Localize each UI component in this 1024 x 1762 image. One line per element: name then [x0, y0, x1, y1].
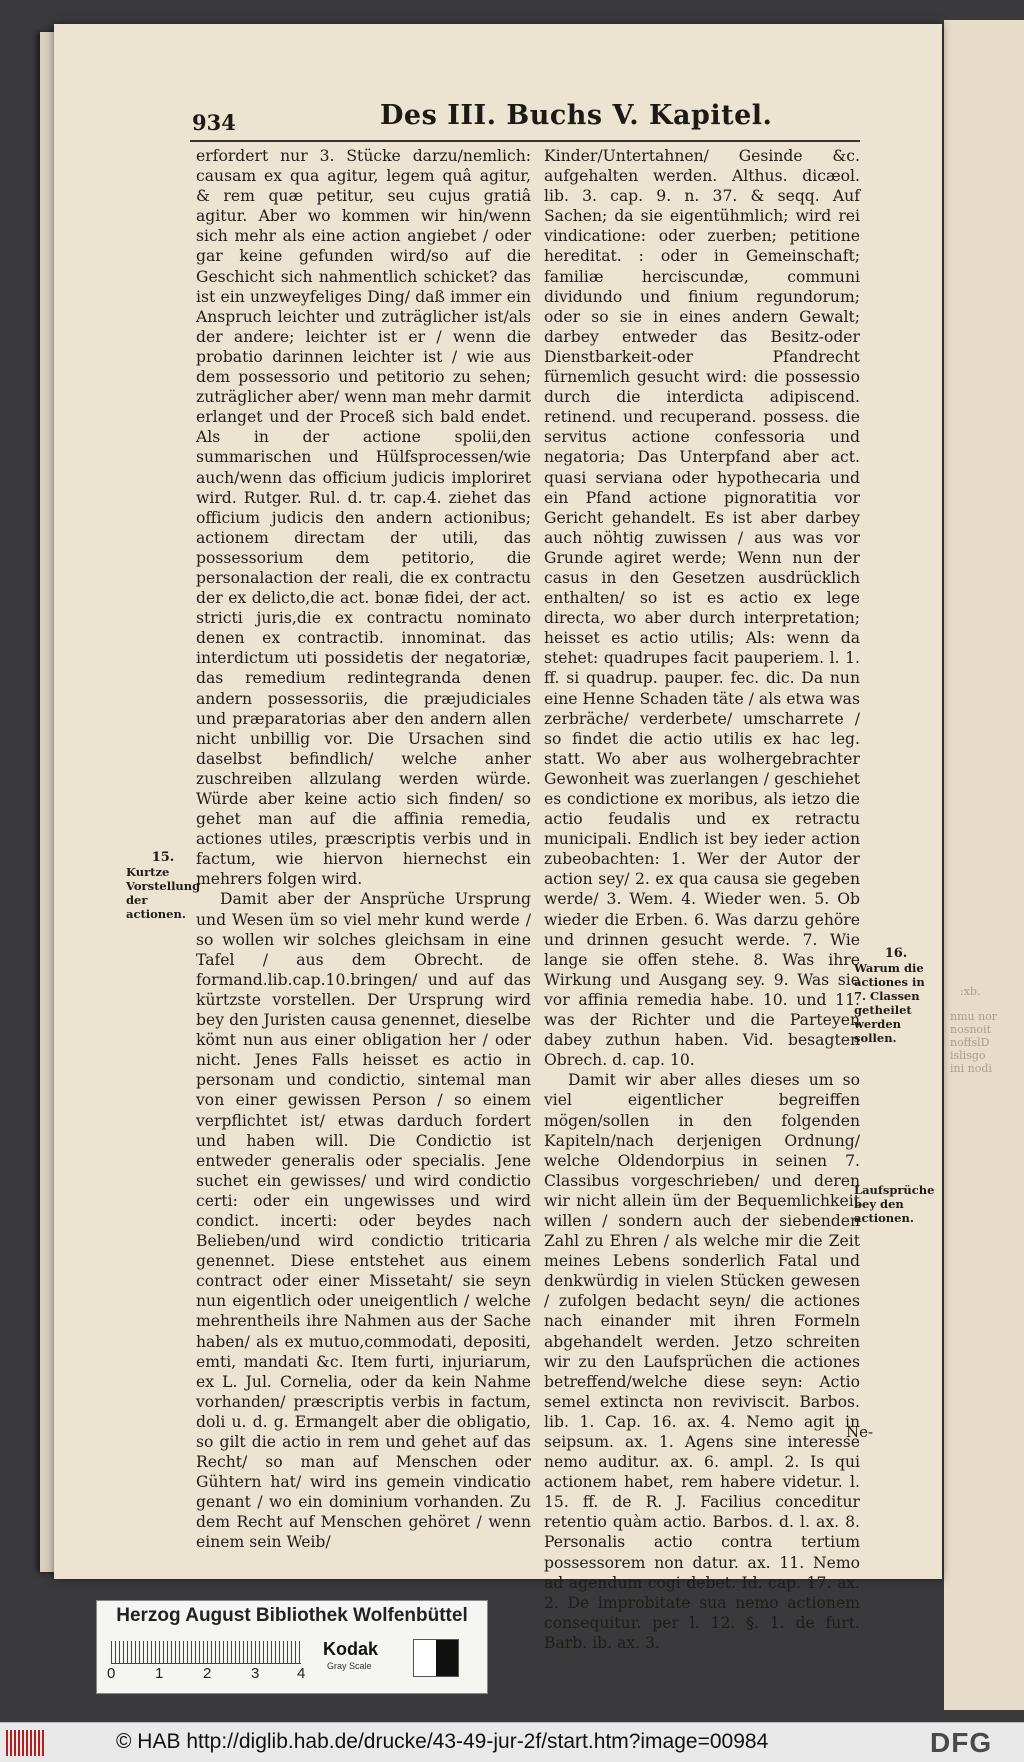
kodak-brand: Kodak	[323, 1639, 379, 1659]
ruler-number: 2	[203, 1665, 212, 1682]
margin-note-text: Kurtze Vorstellung der actionen.	[126, 865, 201, 921]
header-rule	[190, 140, 860, 142]
gray-scale-label: Gray Scale	[327, 1661, 372, 1671]
hab-logo-icon	[6, 1730, 46, 1756]
margin-note	[854, 1183, 938, 1225]
margin-note-number: 15.	[151, 850, 175, 865]
footer-copyright-link[interactable]: © HAB http://diglib.hab.de/drucke/43-49-jur-2f/start.htm?image=00984	[116, 1730, 769, 1753]
margin-note	[854, 947, 938, 1045]
catchword: Ne-	[846, 1423, 874, 1441]
paragraph: Damit aber der Ansprüche Ursprung und Wesen üm so viel mehr kund werde / so wollen wir solches gleichsam in eine Tafel / aus dem Obrecht. de formand.lib.cap.10.bringen/ und auf das kürtzste vorstellen. Der Ursprung wird bey den Juristen causa genennet, dieselbe kömt nun aus einer obligation her / oder nicht. Jenes Falls heisset es actio in personam und condictio, sintemal man von einer gewissen Person / so einem verpflichtet ist/ etwas darduch fordert und haben will. Die Condictio ist entweder generalis oder specialis. Jene suchet ein gewisses/ und wird condictio certi: oder ein ungewisses und wird condict. incerti: oder beydes nach Belieben/und wird condictio triticaria genennet. Diese entstehet aus einem contract oder einer Missetaht/ sie seyn nun eigentlich oder uneigentlich / welche mehrentheils ihre Nahmen aus der Sache haben/ als ex mutuo,commodati, depositi, emti, mandati &c. Item furti, injuriarum, ex L. Jul. Cornelia, oder da kein Nahme vorhanden/ præscriptis verbis in factum, doli u. d. g. Ermangelt aber die obligatio, so gilt die actio in rem und gehet auf das Recht/ so man auf Menschen oder Gühtern hat/ wird ins gemein vindicatio genant / wo ein dominium vorhanden. Zu dem Recht auf Menschen gehöret / wenn einem sein Weib/	[196, 890, 531, 1552]
ruler-number: 4	[297, 1665, 306, 1682]
color-reference-card	[96, 1600, 488, 1694]
margin-note-text: Warum die actiones in 7. Classen getheilet werden sollen.	[854, 961, 925, 1045]
ruler-scale	[111, 1641, 301, 1664]
page-number: 934	[192, 110, 236, 135]
library-name: Herzog August Bibliothek Wolfenbüttel	[116, 1605, 468, 1626]
right-text-column	[544, 146, 860, 1653]
ruler-number: 1	[155, 1665, 164, 1682]
left-text-column	[196, 146, 531, 1553]
dfg-logo: DFG	[930, 1727, 993, 1758]
adjacent-page-edge: :xb. nmu nor nosnoit noffslD islisgo ini nodi	[944, 20, 1024, 1710]
paragraph: Damit wir aber alles dieses um so viel eigentlicher begreiffen mögen/sollen in den folgenden Kapiteln/nach derjenigen Ordnung/ welche Oldendorpius in seinen 7. Classibus vorgeschrieben/ und deren wir nicht allein üm der Bequemlichkeit willen / sondern auch der siebenden Zahl zu Ehren / als welche mir die Zeit meines Lebens sonderlich Fatal und denkwürdig in vielen Stücken gewesen / zufolgen bedacht seyn/ die actiones nach einander mit ihren Formeln abgehandelt werden. Jetzo schreiten wir zu den Laufsprüchen die actiones betreffend/welche diese seyn: Actio semel extincta non reviviscit. Barbos. lib. 1. Cap. 16. ax. 4. Nemo agit in seipsum. ax. 1. Agens sine interesse nemo auditur. ax. 6. ampl. 2. Is qui actionem habet, rem habere videtur. l. 15. ff. de R. J. Facilius conceditur retentio quàm actio. Barbos. d. l. ax. 8. Personalis actio contra tertium possessorem non datur. ax. 11. Nemo ad agendum cogi debet. Id. cap. 17. ax. 2. De improbitate sua nemo actionem consequitur. per l. 12. §. 1. de furt. Barb. ib. ax. 3.	[544, 1071, 860, 1652]
paragraph: Kinder/Untertahnen/ Gesinde &c. aufgehalten werden. Althus. dicæol. lib. 3. cap. 9. n. 37. & seqq. Auf Sachen; da sie eigentühmlich; wird rei vindicatione: oder zuerben; petitione hereditat. : oder in Gemeinschaft; familiæ herciscundæ, communi dividundo und finium regundorum; oder so sie in eines andern Gewalt; darbey entweder das Besitz-oder Dienstbarkeit-oder Pfandrecht fürnemlich gesucht wird: die possessio durch die interdicta adipiscend. retinend. und recuperand. possess. die servitus actione confessoria und negatoria; Das Unterpfand aber act. quasi serviana oder hypothecaria und ein Pfand actione pignoratitia vor Gericht gehandelt. Es ist aber darbey auch nöhtig zuwissen / aus was vor Grunde agiret werde; Wenn nun der casus in den Gesetzen ausdrücklich enthalten/ so ist es actio ex lege directa, wo aber durch interpretation; heisset es actio utilis; Als: wenn da stehet: quadrupes facit pauperiem. l. 1. ff. si quadrup. pauper. fec. dic. Da nun eine Henne Schaden täte / als etwa was zerbräche/ verderbete/ umscharrete / so findet die actio utilis ex hac leg. statt. Wo aber aus wolhergebrachter Gewonheit was zuerlangen / geschiehet es condictione ex moribus, als ietzo die actio feudalis und ex retractu municipali. Endlich ist bey ieder action zubeobachten: 1. Wer der Autor der action sey/ 2. ex qua causa sie gegeben werde/ 3. Wem. 4. Wieder wen. 5. Ob wieder die Erben. 6. Was darzu gehöre und drinnen gesucht werde. 7. Wie lange sie offen stehe. 8. Was ihre Wirkung und Ausgang sey. 9. Was sie vor affinia remedia habe. 10. und 11. was der Richter und die Parteyen dabey zuthun haben. Vid. besagten Obrech. d. cap. 10.	[544, 147, 860, 1070]
running-head: Des III. Buchs V. Kapitel.	[380, 100, 773, 131]
paragraph: erfordert nur 3. Stücke darzu/nemlich: causam ex qua agitur, legem quâ agitur, & rem quæ petitur, seu cujus gratiâ agitur. Aber wo kommen wir hin/wenn sich mehr als eine action angiebet / oder gar keine gefunden wird/so auf die Geschicht sich nahmentlich schicket? das ist ein unzweyfeliges Ding/ daß immer ein Anspruch leichter und zuträglicher ist/als der andere; leichter ist er / wenn die probatio darinnen leichter ist / wie aus dem possessorio und petitorio zu sehen; zuträglicher aber/ wenn man mehr darmit erlanget und der Proceß sich bald endet. Als in der actione spolii,den summarischen und Hülfsprocessen/wie auch/wenn das officium judicis imploriret wird. Rutger. Rul. d. tr. cap.4. ziehet das officium judicis den andern actionibus; actionem directam der utili, das possessorium dem petitorio, die personalaction der reali, die ex contractu der ex delicto,die act. bonæ fidei, der act. stricti juris,die ex contractu nominato denen ex contractib. innominat. das interdictum uti possidetis der negatoriæ, das remedium redintegranda denen andern possessoriis, die præjudiciales und præparatorias aber den andern allen nicht unbillig vor. Die Ursachen sind daselbst befindlich/ welche anher zuschreiben allzulang werden würde. Würde aber keine actio sich finden/ so gehet man auf die affinia remedia, actiones utiles, præscriptis verbis und in factum, wie hiervon hiernechst ein mehrers folgen wird.	[196, 147, 531, 889]
ruler-number: 0	[107, 1665, 116, 1682]
gray-swatch	[413, 1639, 459, 1677]
footer-bar	[0, 1722, 1024, 1762]
margin-note	[126, 851, 200, 921]
margin-note-number: 16.	[884, 946, 908, 961]
page-header	[160, 74, 860, 134]
margin-note-text: Laufsprüche bey den actionen.	[854, 1183, 935, 1225]
ruler-number: 3	[251, 1665, 260, 1682]
